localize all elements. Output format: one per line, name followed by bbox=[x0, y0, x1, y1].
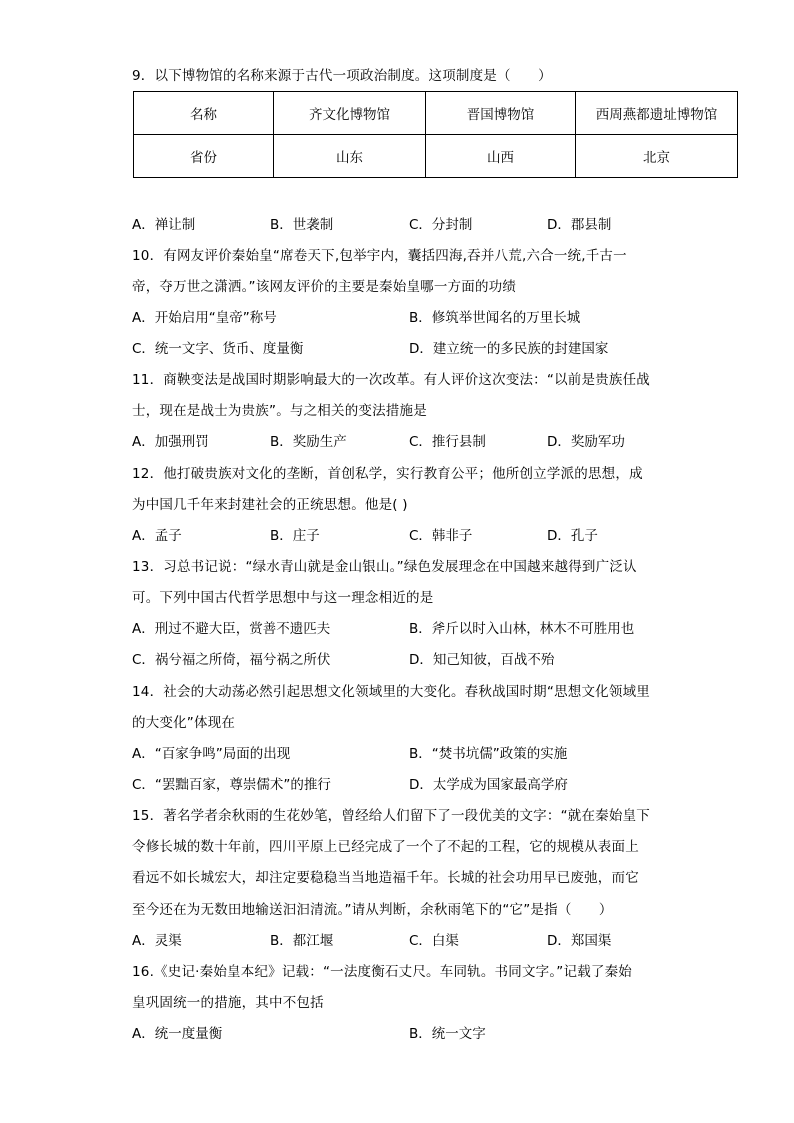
q10-option-b: B．修筑举世闻名的万里长城 bbox=[409, 310, 581, 326]
q15-stem-line3: 看远不如长城宏大，却注定要稳稳当当地造福千年。长城的社会功用早已废弛，而它 bbox=[132, 870, 639, 886]
table-cell: 省份 bbox=[134, 135, 274, 178]
museum-table bbox=[133, 91, 738, 178]
q11-option-a: A．加强刑罚 bbox=[132, 434, 209, 450]
q9-option-a: A．禅让制 bbox=[132, 217, 196, 233]
q9-option-c: C．分封制 bbox=[409, 217, 473, 233]
q12-option-c: C．韩非子 bbox=[409, 528, 473, 544]
q13-option-d: D．知己知彼，百战不殆 bbox=[409, 652, 555, 668]
q16-stem-line1: 16.《史记·秦始皇本纪》记载：“一法度衡石丈尺。车同轨。书同文字。”记载了秦始 bbox=[132, 964, 632, 980]
q16-stem-line2: 皇巩固统一的措施，其中不包括 bbox=[132, 995, 324, 1011]
q9-stem: 9．以下博物馆的名称来源于古代一项政治制度。这项制度是（ ） bbox=[132, 68, 552, 84]
q15-option-d: D．郑国渠 bbox=[547, 933, 612, 949]
q14-stem-line1: 14．社会的大动荡必然引起思想文化领域里的大变化。春秋战国时期“思想文化领域里 bbox=[132, 684, 650, 700]
table-cell: 名称 bbox=[134, 92, 274, 135]
q16-option-b: B．统一文字 bbox=[409, 1026, 486, 1042]
q9-option-d: D．郡县制 bbox=[547, 217, 612, 233]
q12-option-a: A．孟子 bbox=[132, 528, 182, 544]
q15-stem-line2: 令修长城的数十年前，四川平原上已经完成了一个了不起的工程，它的规模从表面上 bbox=[132, 839, 639, 855]
q11-option-d: D．奖励军功 bbox=[547, 434, 625, 450]
table-cell: 齐文化博物馆 bbox=[274, 92, 426, 135]
q11-stem-line1: 11．商鞅变法是战国时期影响最大的一次改革。有人评价这次变法：“以前是贵族任战 bbox=[132, 372, 650, 388]
q14-option-b: B．“焚书坑儒”政策的实施 bbox=[409, 746, 568, 762]
q14-stem-line2: 的大变化”体现在 bbox=[132, 715, 236, 731]
q11-stem-line2: 士，现在是战士为贵族”。与之相关的变法措施是 bbox=[132, 403, 427, 419]
q10-stem-line1: 10．有网友评价秦始皇“席卷天下,包举宇内，囊括四海,吞并八荒,六合一统,千古一 bbox=[132, 248, 627, 264]
q14-option-d: D．太学成为国家最高学府 bbox=[409, 777, 568, 793]
table-cell: 山西 bbox=[426, 135, 576, 178]
q15-stem-line4: 至今还在为无数田地输送汩汩清流。”请从判断，余秋雨笔下的“它”是指（ ） bbox=[132, 902, 613, 918]
q12-stem-line1: 12．他打破贵族对文化的垄断，首创私学，实行教育公平；他所创立学派的思想，成 bbox=[132, 466, 643, 482]
q13-option-a: A．刑过不避大臣，赏善不遗匹夫 bbox=[132, 621, 331, 637]
q12-stem-line2: 为中国几千年来封建社会的正统思想。他是( ) bbox=[132, 497, 408, 513]
q13-option-c: C．祸兮福之所倚，福兮祸之所伏 bbox=[132, 652, 331, 668]
q15-option-b: B．都江堰 bbox=[270, 933, 334, 949]
table-cell: 北京 bbox=[576, 135, 738, 178]
q10-option-d: D．建立统一的多民族的封建国家 bbox=[409, 341, 609, 357]
q13-stem-line2: 可。下列中国古代哲学思想中与这一理念相近的是 bbox=[132, 590, 434, 606]
q12-option-d: D．孔子 bbox=[547, 528, 598, 544]
q10-option-c: C．统一文字、货币、度量衡 bbox=[132, 341, 304, 357]
q9-option-b: B．世袭制 bbox=[270, 217, 334, 233]
q13-stem-line1: 13．习总书记说：“绿水青山就是金山银山。”绿色发展理念在中国越来越得到广泛认 bbox=[132, 559, 637, 575]
q12-option-b: B．庄子 bbox=[270, 528, 320, 544]
table-cell: 晋国博物馆 bbox=[426, 92, 576, 135]
table-row bbox=[134, 135, 738, 178]
q15-option-c: C．白渠 bbox=[409, 933, 459, 949]
q15-stem-line1: 15．著名学者余秋雨的生花妙笔，曾经给人们留下了一段优美的文字：“就在秦始皇下 bbox=[132, 808, 650, 824]
q10-option-a: A．开始启用“皇帝”称号 bbox=[132, 310, 277, 326]
table-cell: 西周燕都遗址博物馆 bbox=[576, 92, 738, 135]
q11-option-b: B．奖励生产 bbox=[270, 434, 347, 450]
q15-option-a: A．灵渠 bbox=[132, 933, 182, 949]
q14-option-c: C．“罢黜百家，尊崇儒术”的推行 bbox=[132, 777, 331, 793]
q11-option-c: C．推行县制 bbox=[409, 434, 486, 450]
q16-option-a: A．统一度量衡 bbox=[132, 1026, 223, 1042]
q10-stem-line2: 帝，夺万世之潇洒。”该网友评价的主要是秦始皇哪一方面的功绩 bbox=[132, 279, 517, 295]
table-cell: 山东 bbox=[274, 135, 426, 178]
table-row bbox=[134, 92, 738, 135]
q13-option-b: B．斧斤以时入山林，林木不可胜用也 bbox=[409, 621, 635, 637]
q14-option-a: A．“百家争鸣”局面的出现 bbox=[132, 746, 291, 762]
